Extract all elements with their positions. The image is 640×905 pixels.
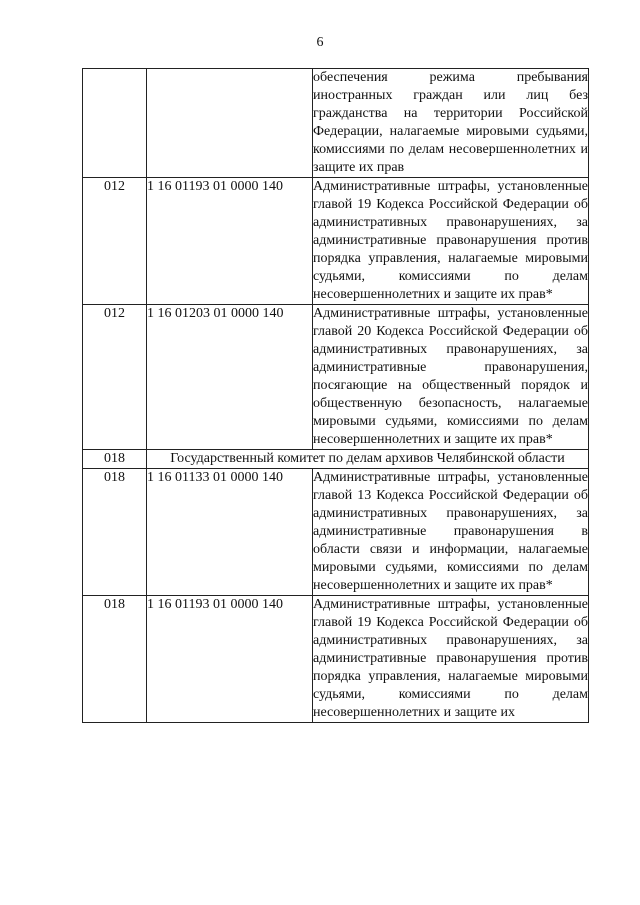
admin-code-cell (83, 69, 147, 178)
budget-codes-table (82, 68, 589, 723)
page-number: 6 (316, 35, 324, 50)
description-text: обеспечения режима пребывания иностранных граждан или лиц без гражданства на территории Российской Федерации, налагаемые мировыми судьями, комиссиями по делам несовершеннолетних и защите их прав (313, 70, 588, 175)
kbk-code-cell: 1 16 01193 01 0000 140 (147, 596, 313, 723)
description-text: Административные штрафы, установленные главой 19 Кодекса Российской Федерации об административных правонарушениях, за административные правонарушения против порядка управления, налагаемые мировыми судьями, комиссиями по делам несовершеннолетних и защите их прав* (313, 179, 588, 302)
description-cell (313, 469, 589, 596)
description-cell (313, 69, 589, 178)
organization-row (83, 450, 589, 469)
admin-code-cell: 012 (83, 305, 147, 450)
description-text: Административные штрафы, установленные главой 19 Кодекса Российской Федерации об административных правонарушениях, за административные правонарушения против порядка управления, налагаемые мировыми судьями, комиссиями по делам несовершеннолетних и защите их (313, 597, 588, 720)
admin-code-cell: 018 (83, 469, 147, 596)
table-row (83, 596, 589, 723)
description-cell (313, 178, 589, 305)
table-row (83, 178, 589, 305)
table-row (83, 305, 589, 450)
kbk-code-cell: 1 16 01133 01 0000 140 (147, 469, 313, 596)
kbk-code-cell (147, 69, 313, 178)
table-row (83, 469, 589, 596)
organization-name-cell: Государственный комитет по делам архивов Челябинской области (147, 450, 589, 469)
kbk-code-cell: 1 16 01193 01 0000 140 (147, 178, 313, 305)
description-cell (313, 305, 589, 450)
admin-code-cell: 018 (83, 596, 147, 723)
description-text: Административные штрафы, установленные главой 13 Кодекса Российской Федерации об административных правонарушениях, за административные правонарушения в области связи и информации, налагаемые мировыми судьями, комиссиями по делам несовершеннолетних и защите их прав* (313, 470, 588, 593)
admin-code-cell: 012 (83, 178, 147, 305)
description-text: Административные штрафы, установленные главой 20 Кодекса Российской Федерации об административных правонарушениях, за административные правонарушения, посягающие на общественный порядок и общественную безопасность, налагаемые мировыми судьями, комиссиями по делам несовершеннолетних и защите их прав* (313, 306, 588, 447)
kbk-code-cell: 1 16 01203 01 0000 140 (147, 305, 313, 450)
description-cell (313, 596, 589, 723)
admin-code-cell: 018 (83, 450, 147, 469)
table-row (83, 69, 589, 178)
